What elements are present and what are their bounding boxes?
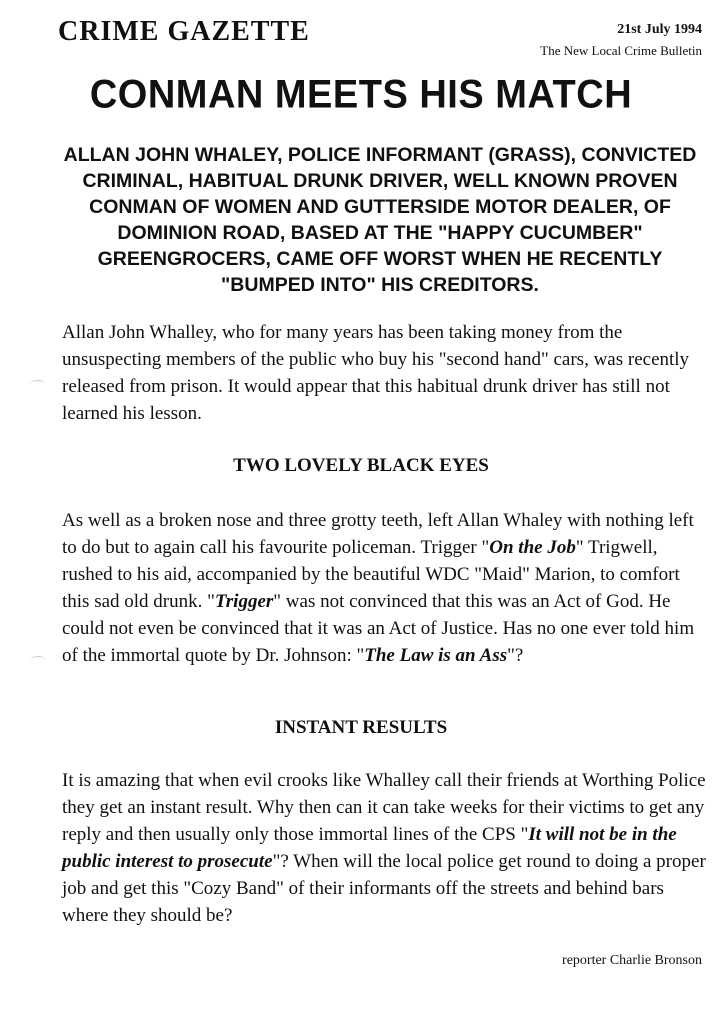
paragraph-text: "? When will the local police get round to doing a proper job and get this "Cozy Band" of their informants off the streets and behind bars where they should be? — [62, 851, 706, 926]
paragraph-text: " was not convinced that this was an Act of God. He could not even be convinced that it was an Act of Justice. Has no one ever told him of the immortal quote by Dr. Johnson: " — [62, 591, 695, 666]
emphasis-text: Trigger — [214, 591, 274, 612]
article-intro: Allan John Whalley, who for many years has been taking money from the unsuspecting members of the public who buy his "second hand" cars, was recently released from prison. It would appear that this habitual drunk driver has still not learned his lesson. — [62, 322, 690, 424]
article-paragraph-instant-results — [62, 767, 710, 929]
section-heading-black-eyes: TWO LOVELY BLACK EYES — [233, 455, 489, 476]
masthead-tagline: The New Local Crime Bulletin — [540, 43, 702, 58]
issue-date: 21st July 1994 — [617, 22, 702, 37]
scan-mark — [30, 380, 46, 389]
section-heading-instant-results: INSTANT RESULTS — [274, 717, 448, 738]
subheadline: ALLAN JOHN WHALEY, POLICE INFORMANT (GRASS), CONVICTED CRIMINAL, HABITUAL DRUNK DRIVER, WELL KNOWN PROVEN CONMAN OF WOMEN AND GUTTERSIDE MOTOR DEALER, OF DOMINION ROAD, BASED AT THE "HAPPY CUCUMBER" GREENGROCERS, CAME OFF WORST WHEN HE RECENTLY "BUMPED INTO" HIS CREDITORS. — [63, 144, 697, 296]
emphasis-text: It will not be in the public interest to prosecute — [62, 824, 677, 872]
masthead-title: CRIME GAZETTE — [58, 16, 310, 47]
paragraph-text: As well as a broken nose and three grotty teeth, left Allan Whaley with nothing left to do but to again call his favourite policeman. Trigger " — [62, 510, 694, 558]
scan-mark — [30, 656, 46, 665]
paragraph-text: " Trigwell, rushed to his aid, accompanied by the beautiful WDC "Maid" Marion, to comfort this sad old drunk. " — [62, 537, 680, 612]
emphasis-text: The Law is an Ass — [364, 645, 508, 666]
paragraph-text: "? — [507, 645, 524, 666]
paragraph-text: It is amazing that when evil crooks like Whalley call their friends at Worthing Police they get an instant result. Why then can it can take weeks for their victims to get any reply and then usually only those immortal lines of the CPS " — [62, 770, 706, 845]
headline: CONMAN MEETS HIS MATCH — [89, 72, 633, 118]
article-paragraph-black-eyes — [62, 507, 710, 669]
reporter-byline: reporter Charlie Bronson — [562, 953, 702, 968]
emphasis-text: On the Job — [489, 537, 576, 558]
